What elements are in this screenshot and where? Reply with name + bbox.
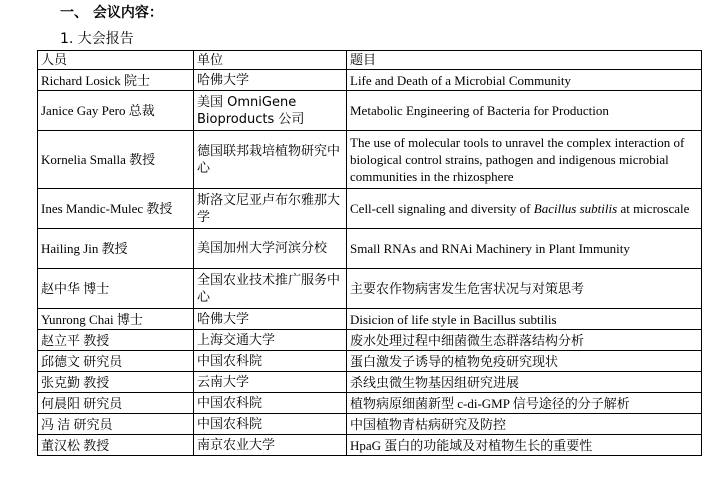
- title-cell: Life and Death of a Microbial Community: [347, 70, 702, 91]
- keynote-table: [37, 50, 702, 456]
- table-row: [38, 330, 702, 351]
- unit-cell: 斯洛文尼亚卢布尔雅那大学: [194, 189, 347, 229]
- table-row: [38, 372, 702, 393]
- title-cell: Small RNAs and RNAi Machinery in Plant Immunity: [347, 229, 702, 269]
- subsection-title: 1. 大会报告: [60, 31, 134, 47]
- table-row: [38, 189, 702, 229]
- person-cell: Hailing Jin 教授: [38, 229, 194, 269]
- table-row: [38, 351, 702, 372]
- title-text: Cell-cell signaling and diversity of: [350, 201, 534, 216]
- unit-cell: 云南大学: [194, 372, 347, 393]
- unit-cell: 南京农业大学: [194, 435, 347, 456]
- unit-cell: 德国联邦栽培植物研究中心: [194, 131, 347, 189]
- title-cell: 中国植物青枯病研究及防控: [347, 414, 702, 435]
- person-cell: 张克勤 教授: [38, 372, 194, 393]
- title-cell: [347, 189, 702, 229]
- title-cell: 废水处理过程中细菌微生态群落结构分析: [347, 330, 702, 351]
- table-header-row: [38, 51, 702, 70]
- header-unit: 单位: [194, 51, 347, 70]
- table-row: [38, 269, 702, 309]
- unit-cell: 中国农科院: [194, 414, 347, 435]
- table-row: [38, 435, 702, 456]
- person-cell: 赵立平 教授: [38, 330, 194, 351]
- person-cell: 赵中华 博士: [38, 269, 194, 309]
- person-cell: 邱德文 研究员: [38, 351, 194, 372]
- person-cell: 董汉松 教授: [38, 435, 194, 456]
- title-cell: The use of molecular tools to unravel the complex interaction of biological control strains, pathogen and indigenous microbial communities in the rhizosphere: [347, 131, 702, 189]
- person-cell: 冯 洁 研究员: [38, 414, 194, 435]
- section-title: 一、 会议内容：: [60, 5, 163, 21]
- unit-cell: 中国农科院: [194, 351, 347, 372]
- title-cell: 植物病原细菌新型 c-di-GMP 信号途径的分子解析: [347, 393, 702, 414]
- table-row: [38, 70, 702, 91]
- table-row: [38, 131, 702, 189]
- unit-cell: 美国加州大学河滨分校: [194, 229, 347, 269]
- table-row: [38, 91, 702, 131]
- header-title: 题目: [347, 51, 702, 70]
- unit-cell: 哈佛大学: [194, 309, 347, 330]
- header-person: 人员: [38, 51, 194, 70]
- unit-cell: 全国农业技术推广服务中心: [194, 269, 347, 309]
- unit-cell: 上海交通大学: [194, 330, 347, 351]
- table-row: [38, 393, 702, 414]
- person-cell: Kornelia Smalla 教授: [38, 131, 194, 189]
- person-cell: 何晨阳 研究员: [38, 393, 194, 414]
- person-cell: Ines Mandic-Mulec 教授: [38, 189, 194, 229]
- unit-cell: 美国 OmniGene Bioproducts 公司: [194, 91, 347, 131]
- unit-cell: 哈佛大学: [194, 70, 347, 91]
- title-cell: 主要农作物病害发生危害状况与对策思考: [347, 269, 702, 309]
- person-cell: Yunrong Chai 博士: [38, 309, 194, 330]
- title-text: at microscale: [617, 201, 690, 216]
- title-cell: HpaG 蛋白的功能域及对植物生长的重要性: [347, 435, 702, 456]
- title-italic-text: Bacillus subtilis: [533, 201, 618, 216]
- title-cell: Metabolic Engineering of Bacteria for Production: [347, 91, 702, 131]
- person-cell: Janice Gay Pero 总裁: [38, 91, 194, 131]
- title-cell: 杀线虫微生物基因组研究进展: [347, 372, 702, 393]
- table-row: [38, 414, 702, 435]
- unit-cell: 中国农科院: [194, 393, 347, 414]
- title-cell: Disicion of life style in Bacillus subtilis: [347, 309, 702, 330]
- person-cell: Richard Losick 院士: [38, 70, 194, 91]
- title-cell: 蛋白激发子诱导的植物免疫研究现状: [347, 351, 702, 372]
- table-row: [38, 229, 702, 269]
- table-row: [38, 309, 702, 330]
